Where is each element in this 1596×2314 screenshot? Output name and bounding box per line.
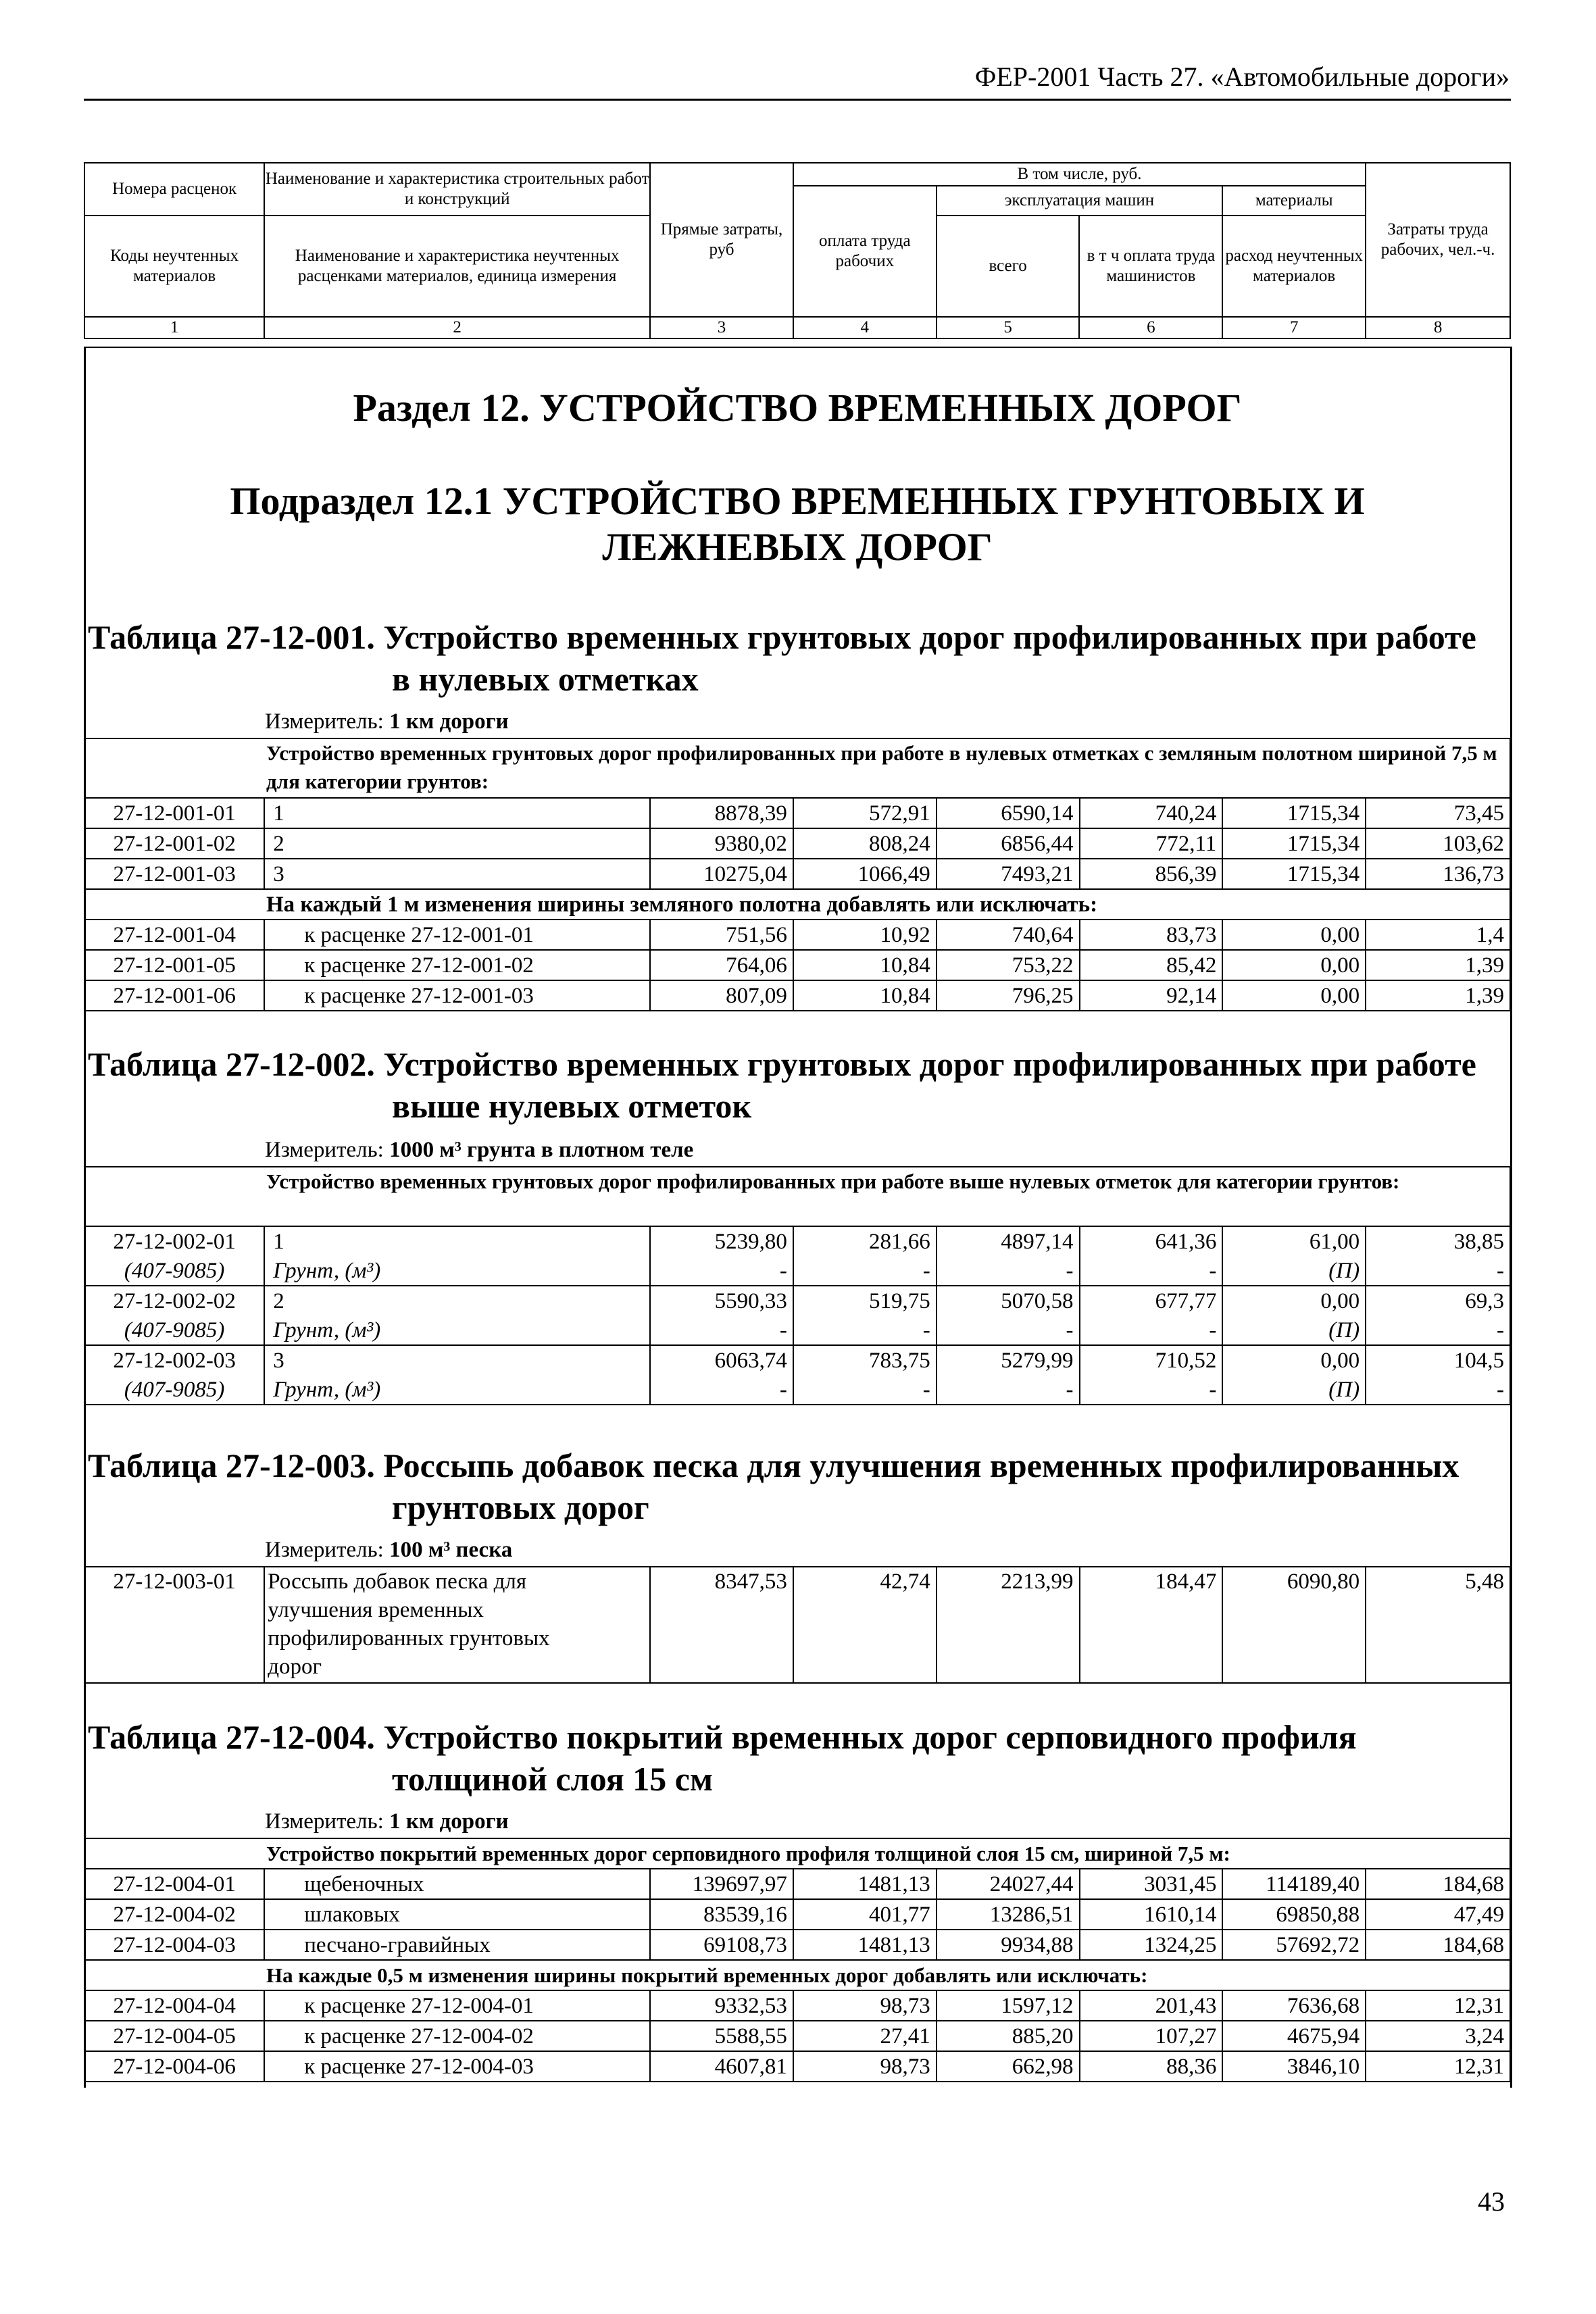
direct-cost: 751,56	[650, 920, 793, 950]
direct-cost: 8878,39	[650, 798, 793, 828]
machines-header: эксплуатация машин	[937, 186, 1223, 216]
col-number: 7	[1222, 317, 1366, 338]
group-heading: На каждые 0,5 м изменения ширины покрытий временных дорог добавлять или исключать:	[84, 1960, 1510, 1990]
labor-hours: 5,48	[1366, 1567, 1510, 1683]
labor-pay: -	[793, 1375, 937, 1405]
machinist-pay: 184,47	[1080, 1567, 1223, 1683]
rate-name: 1	[264, 798, 650, 828]
table-row	[84, 980, 1510, 1011]
group-heading: Устройство временных грунтовых дорог профилированных при работе выше нулевых отметок для категории грунтов:	[84, 1167, 1510, 1226]
labor-pay: 808,24	[793, 828, 937, 859]
materials-cost: 1715,34	[1222, 798, 1366, 828]
rate-name: 3	[264, 859, 650, 889]
col-number: 1	[84, 317, 264, 338]
table-title-line1: Таблица 27-12-003. Россыпь добавок песка для улучшения временных профилированных	[88, 1447, 1460, 1484]
table-row	[84, 1930, 1510, 1960]
rate-code: 27-12-004-02	[84, 1899, 264, 1930]
table-title	[88, 1043, 1507, 1127]
col1-bottom-header: Коды неучтенных материалов	[84, 216, 264, 317]
rate-code: 27-12-003-01	[84, 1567, 264, 1683]
machines-total: 885,20	[937, 2021, 1080, 2051]
table-row	[84, 1345, 1510, 1375]
table-row	[84, 828, 1510, 859]
rate-name: 3	[264, 1345, 650, 1375]
table-title-line2: в нулевых отметках	[392, 660, 699, 698]
machines-total: 6590,14	[937, 798, 1080, 828]
section-title: Раздел 12. УСТРОЙСТВО ВРЕМЕННЫХ ДОРОГ	[353, 386, 1242, 430]
rate-name: 2	[264, 828, 650, 859]
materials-cost: 1715,34	[1222, 828, 1366, 859]
labor-pay: -	[793, 1256, 937, 1286]
rate-code: 27-12-002-02	[84, 1286, 264, 1315]
labor-pay: 783,75	[793, 1345, 937, 1375]
machinist-pay: -	[1080, 1256, 1223, 1286]
col-number: 5	[937, 317, 1080, 338]
table-title	[88, 1444, 1507, 1528]
meter-value: 1000 м³ грунта в плотном теле	[389, 1138, 694, 1162]
machinist-pay: 772,11	[1080, 828, 1223, 859]
material-row	[84, 1375, 1510, 1405]
direct-cost: 83539,16	[650, 1899, 793, 1930]
direct-cost: 139697,97	[650, 1869, 793, 1899]
materials-header: материалы	[1222, 186, 1366, 216]
table-row	[84, 920, 1510, 950]
direct-cost: -	[650, 1375, 793, 1405]
direct-cost: 4607,81	[650, 2051, 793, 2082]
material-name: Грунт, (м³)	[264, 1315, 650, 1345]
rate-code: 27-12-004-05	[84, 2021, 264, 2051]
rate-name: к расценке 27-12-004-02	[264, 2021, 650, 2051]
labor-pay: 27,41	[793, 2021, 937, 2051]
labor-pay: 572,91	[793, 798, 937, 828]
direct-cost: 5590,33	[650, 1286, 793, 1315]
labor-hours: 1,4	[1366, 920, 1510, 950]
machinist-pay: 107,27	[1080, 2021, 1223, 2051]
table-row	[84, 1226, 1510, 1256]
header-rule	[84, 99, 1511, 101]
rate-name: к расценке 27-12-001-01	[264, 920, 650, 950]
labor-pay: 1481,13	[793, 1869, 937, 1899]
machinist-pay: 1324,25	[1080, 1930, 1223, 1960]
materials-cost: (П)	[1222, 1256, 1366, 1286]
labor-hours: 184,68	[1366, 1930, 1510, 1960]
rates-table	[84, 1838, 1511, 2082]
labor-hours: 1,39	[1366, 950, 1510, 980]
labor-hours: 69,3	[1366, 1286, 1510, 1315]
materials-cost: 0,00	[1222, 950, 1366, 980]
col3-header: Прямые затраты, руб	[650, 163, 793, 317]
machines-total: 753,22	[937, 950, 1080, 980]
labor-pay: -	[793, 1315, 937, 1345]
labor-hours: 104,5	[1366, 1345, 1510, 1375]
col-number: 4	[793, 317, 937, 338]
table-title	[88, 1716, 1507, 1800]
labor-pay: 1066,49	[793, 859, 937, 889]
labor-pay: 98,73	[793, 2051, 937, 2082]
meter-label: Измеритель: 100 м³ песка	[265, 1538, 513, 1562]
machinist-pay: 710,52	[1080, 1345, 1223, 1375]
labor-pay: 281,66	[793, 1226, 937, 1256]
machinist-pay: 856,39	[1080, 859, 1223, 889]
table-title-line1: Таблица 27-12-001. Устройство временных грунтовых дорог профилированных при работе	[88, 618, 1476, 656]
rate-code: 27-12-001-04	[84, 920, 264, 950]
table-row	[84, 1286, 1510, 1315]
rate-code: 27-12-001-03	[84, 859, 264, 889]
table-row	[84, 1869, 1510, 1899]
meter-label: Измеритель: 1 км дороги	[265, 1809, 509, 1834]
table-title-line2: грунтовых дорог	[392, 1488, 649, 1526]
materials-cost: 57692,72	[1222, 1930, 1366, 1960]
group-heading: На каждый 1 м изменения ширины земляного полотна добавлять или исключать:	[84, 889, 1510, 920]
machinist-pay: 201,43	[1080, 1990, 1223, 2021]
materials-cost: 0,00	[1222, 1345, 1366, 1375]
labor-hours: 103,62	[1366, 828, 1510, 859]
machinist-pay: 1610,14	[1080, 1899, 1223, 1930]
materials-cost: 0,00	[1222, 980, 1366, 1011]
running-header: ФЕР-2001 Часть 27. «Автомобильные дороги»	[974, 61, 1510, 92]
labor-pay: 1481,13	[793, 1930, 937, 1960]
col7-header: расход неучтенных материалов	[1222, 216, 1366, 317]
machinist-pay: -	[1080, 1315, 1223, 1345]
group-heading: Устройство временных грунтовых дорог профилированных при работе в нулевых отметках с земляным полотном шириной 7,5 м для категории грунтов:	[84, 738, 1510, 798]
rate-code: 27-12-004-04	[84, 1990, 264, 2021]
rate-name: 1	[264, 1226, 650, 1256]
materials-cost: 61,00	[1222, 1226, 1366, 1256]
col2-top-header: Наименование и характеристика строительных работ и конструкций	[264, 163, 650, 216]
material-row	[84, 1256, 1510, 1286]
materials-cost: 114189,40	[1222, 1869, 1366, 1899]
table-title-line2: выше нулевых отметок	[392, 1087, 752, 1125]
machinist-pay: 88,36	[1080, 2051, 1223, 2082]
table-title-line1: Таблица 27-12-002. Устройство временных грунтовых дорог профилированных при работе	[88, 1045, 1476, 1083]
direct-cost: -	[650, 1315, 793, 1345]
rate-code: 27-12-001-05	[84, 950, 264, 980]
materials-cost: 0,00	[1222, 1286, 1366, 1315]
labor-hours: 12,31	[1366, 1990, 1510, 2021]
machinist-pay: 740,24	[1080, 798, 1223, 828]
labor-hours: 38,85	[1366, 1226, 1510, 1256]
direct-cost: 807,09	[650, 980, 793, 1011]
materials-cost: 1715,34	[1222, 859, 1366, 889]
machines-total: 6856,44	[937, 828, 1080, 859]
machines-total: 24027,44	[937, 1869, 1080, 1899]
table-row	[84, 2051, 1510, 2082]
rate-code: 27-12-002-01	[84, 1226, 264, 1256]
materials-cost: 3846,10	[1222, 2051, 1366, 2082]
direct-cost: 6063,74	[650, 1345, 793, 1375]
rate-code: 27-12-004-06	[84, 2051, 264, 2082]
col4-header: оплата труда рабочих	[793, 186, 937, 317]
machines-total: 5070,58	[937, 1286, 1080, 1315]
col2-bottom-header: Наименование и характеристика неучтенных расценками материалов, единица измерения	[264, 216, 650, 317]
labor-hours: -	[1366, 1256, 1510, 1286]
material-code: (407-9085)	[84, 1315, 264, 1345]
table-row	[84, 1567, 1510, 1683]
col5-header: всего	[937, 216, 1080, 317]
machines-total: 1597,12	[937, 1990, 1080, 2021]
machinist-pay: 641,36	[1080, 1226, 1223, 1256]
rates-table	[84, 1166, 1511, 1405]
direct-cost: 8347,53	[650, 1567, 793, 1683]
col1-top-header: Номера расценок	[84, 163, 264, 216]
machinist-pay: 677,77	[1080, 1286, 1223, 1315]
table-row	[84, 798, 1510, 828]
column-header-table	[84, 162, 1511, 339]
rate-name: Россыпь добавок песка для улучшения временных профилированных грунтовых дорог	[264, 1567, 650, 1683]
rate-name: к расценке 27-12-004-01	[264, 1990, 650, 2021]
direct-cost: 69108,73	[650, 1930, 793, 1960]
material-name: Грунт, (м³)	[264, 1256, 650, 1286]
machines-total: 740,64	[937, 920, 1080, 950]
direct-cost: -	[650, 1256, 793, 1286]
col-number: 2	[264, 317, 650, 338]
rate-name: к расценке 27-12-004-03	[264, 2051, 650, 2082]
materials-cost: (П)	[1222, 1375, 1366, 1405]
machines-total: -	[937, 1256, 1080, 1286]
direct-cost: 9380,02	[650, 828, 793, 859]
rate-code: 27-12-004-03	[84, 1930, 264, 1960]
machines-total: 7493,21	[937, 859, 1080, 889]
rate-name: 2	[264, 1286, 650, 1315]
rate-name: к расценке 27-12-001-03	[264, 980, 650, 1011]
machinist-pay: 92,14	[1080, 980, 1223, 1011]
rate-name: песчано-гравийных	[264, 1930, 650, 1960]
machines-total: 2213,99	[937, 1567, 1080, 1683]
labor-hours: -	[1366, 1315, 1510, 1345]
machinist-pay: 83,73	[1080, 920, 1223, 950]
direct-cost: 9332,53	[650, 1990, 793, 2021]
labor-hours: 47,49	[1366, 1899, 1510, 1930]
materials-cost: 7636,68	[1222, 1990, 1366, 2021]
machinist-pay: -	[1080, 1375, 1223, 1405]
materials-cost: 69850,88	[1222, 1899, 1366, 1930]
meter-value: 1 км дороги	[389, 1809, 509, 1834]
machines-total: -	[937, 1315, 1080, 1345]
col-number: 8	[1366, 317, 1510, 338]
rate-code: 27-12-002-03	[84, 1345, 264, 1375]
machines-total: 13286,51	[937, 1899, 1080, 1930]
labor-pay: 98,73	[793, 1990, 937, 2021]
table-title-line1: Таблица 27-12-004. Устройство покрытий временных дорог серповидного профиля	[88, 1718, 1357, 1756]
labor-hours: -	[1366, 1375, 1510, 1405]
group-heading: Устройство покрытий временных дорог серповидного профиля толщиной слоя 15 см, шириной 7,5 м:	[84, 1838, 1510, 1869]
labor-pay: 10,84	[793, 980, 937, 1011]
rate-code: 27-12-004-01	[84, 1869, 264, 1899]
direct-cost: 5588,55	[650, 2021, 793, 2051]
machines-total: 662,98	[937, 2051, 1080, 2082]
machines-total: 5279,99	[937, 1345, 1080, 1375]
labor-pay: 42,74	[793, 1567, 937, 1683]
material-code: (407-9085)	[84, 1256, 264, 1286]
col6-header: в т ч оплата труда машинистов	[1079, 216, 1222, 317]
rate-name: щебеночных	[264, 1869, 650, 1899]
machinist-pay: 3031,45	[1080, 1869, 1223, 1899]
col-number: 3	[650, 317, 793, 338]
labor-hours: 1,39	[1366, 980, 1510, 1011]
meter-label: Измеритель: 1 км дороги	[265, 709, 509, 734]
material-code: (407-9085)	[84, 1375, 264, 1405]
labor-pay: 10,92	[793, 920, 937, 950]
table-row	[84, 1990, 1510, 2021]
rate-code: 27-12-001-06	[84, 980, 264, 1011]
machinist-pay: 85,42	[1080, 950, 1223, 980]
meter-value: 1 км дороги	[389, 709, 509, 734]
materials-cost: (П)	[1222, 1315, 1366, 1345]
page-number: 43	[1478, 2186, 1505, 2217]
meter-label: Измеритель: 1000 м³ грунта в плотном теле	[265, 1138, 694, 1162]
labor-pay: 10,84	[793, 950, 937, 980]
direct-cost: 10275,04	[650, 859, 793, 889]
rate-code: 27-12-001-01	[84, 798, 264, 828]
material-name: Грунт, (м³)	[264, 1375, 650, 1405]
labor-pay: 401,77	[793, 1899, 937, 1930]
rate-name: шлаковых	[264, 1899, 650, 1930]
rates-table	[84, 1566, 1511, 1684]
machines-total: 796,25	[937, 980, 1080, 1011]
col-number: 6	[1079, 317, 1222, 338]
direct-cost: 5239,80	[650, 1226, 793, 1256]
rates-table	[84, 738, 1511, 1011]
col8-header: Затраты труда рабочих, чел.-ч.	[1366, 163, 1510, 317]
labor-hours: 73,45	[1366, 798, 1510, 828]
table-title	[88, 616, 1507, 700]
machines-total: -	[937, 1375, 1080, 1405]
table-row	[84, 1899, 1510, 1930]
table-title-line2: толщиной слоя 15 см	[392, 1760, 714, 1798]
machines-total: 4897,14	[937, 1226, 1080, 1256]
labor-hours: 3,24	[1366, 2021, 1510, 2051]
rate-name: к расценке 27-12-001-02	[264, 950, 650, 980]
materials-cost: 6090,80	[1222, 1567, 1366, 1683]
table-row	[84, 950, 1510, 980]
rate-code: 27-12-001-02	[84, 828, 264, 859]
table-row	[84, 2021, 1510, 2051]
labor-pay: 519,75	[793, 1286, 937, 1315]
subsection-title: Подраздел 12.1 УСТРОЙСТВО ВРЕМЕННЫХ ГРУНТОВЫХ И ЛЕЖНЕВЫХ ДОРОГ	[230, 479, 1365, 569]
labor-hours: 184,68	[1366, 1869, 1510, 1899]
table-row	[84, 859, 1510, 889]
materials-cost: 0,00	[1222, 920, 1366, 950]
meter-value: 100 м³ песка	[389, 1538, 513, 1562]
labor-hours: 136,73	[1366, 859, 1510, 889]
labor-hours: 12,31	[1366, 2051, 1510, 2082]
machines-total: 9934,88	[937, 1930, 1080, 1960]
including-header: В том числе, руб.	[793, 163, 1366, 186]
materials-cost: 4675,94	[1222, 2021, 1366, 2051]
direct-cost: 764,06	[650, 950, 793, 980]
material-row	[84, 1315, 1510, 1345]
